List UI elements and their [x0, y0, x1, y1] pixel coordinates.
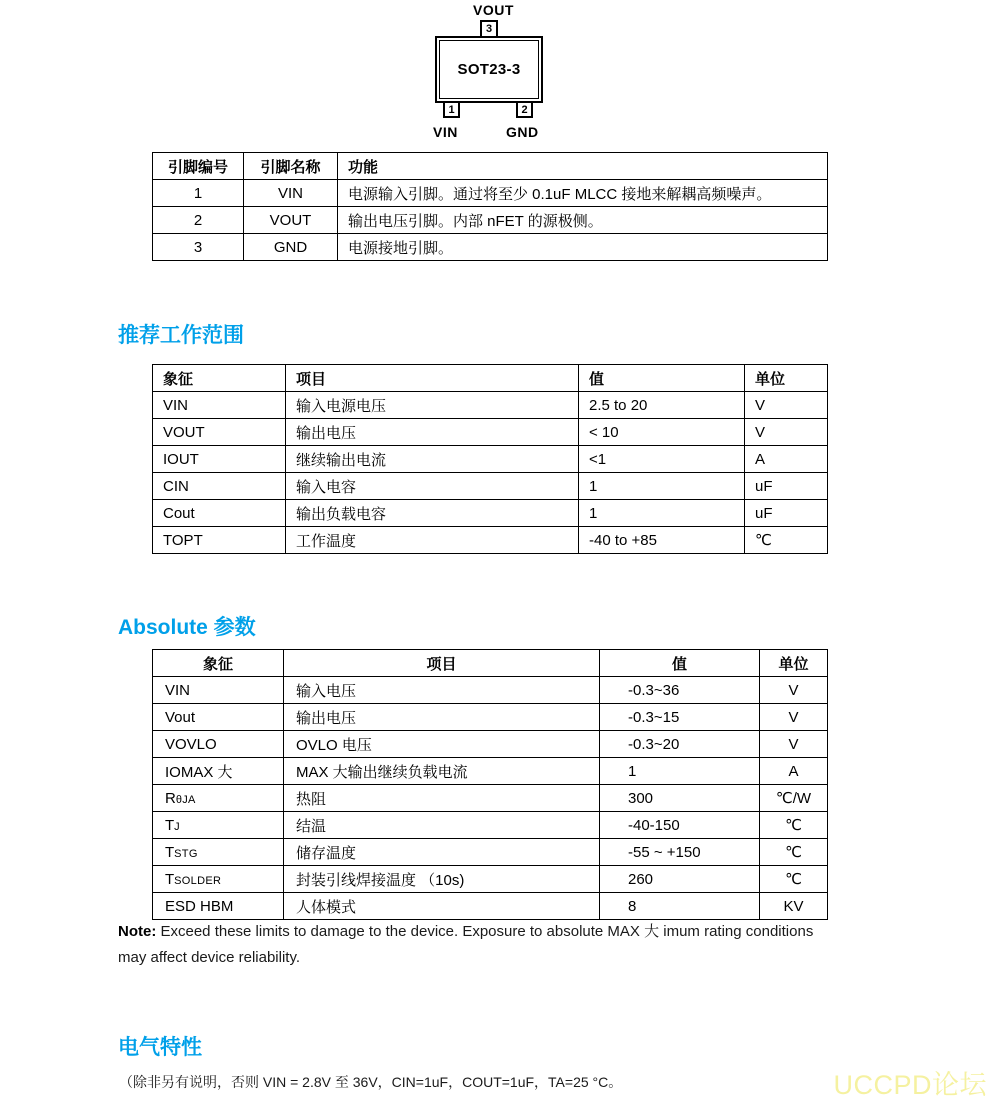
- value-cell: -0.3~36: [600, 677, 760, 704]
- unit-cell: ℃: [745, 527, 828, 554]
- header-symbol: 象征: [153, 650, 284, 677]
- symbol-cell: TSOLDER: [153, 866, 284, 893]
- unit-cell: A: [745, 446, 828, 473]
- item-cell: 输出电压: [284, 704, 600, 731]
- table-row: [153, 527, 828, 554]
- value-cell: <1: [579, 446, 745, 473]
- pin-2-box: [516, 101, 533, 118]
- symbol-cell: ESD HBM: [153, 893, 284, 920]
- table-row: [153, 839, 828, 866]
- symbol-cell: TOPT: [153, 527, 286, 554]
- pin-function-cell: 输出电压引脚。内部 nFET 的源极侧。: [338, 207, 828, 234]
- value-cell: -0.3~15: [600, 704, 760, 731]
- unit-cell: V: [760, 704, 828, 731]
- unit-cell: KV: [760, 893, 828, 920]
- table-row: [153, 180, 828, 207]
- value-cell: -55 ~ +150: [600, 839, 760, 866]
- item-cell: OVLO 电压: [284, 731, 600, 758]
- table-header-row: [153, 365, 828, 392]
- note-label: Note:: [118, 923, 157, 940]
- table-row: [153, 785, 828, 812]
- symbol-cell: TSTG: [153, 839, 284, 866]
- unit-cell: ℃: [760, 839, 828, 866]
- watermark: UCCPD论坛: [833, 1070, 987, 1100]
- symbol-cell: IOUT: [153, 446, 286, 473]
- symbol-cell: VIN: [153, 392, 286, 419]
- unit-cell: uF: [745, 473, 828, 500]
- table-row: [153, 677, 828, 704]
- header-pin-function: 功能: [338, 153, 828, 180]
- item-cell: 输出电压: [286, 419, 579, 446]
- header-pin-name: 引脚名称: [244, 153, 338, 180]
- value-cell: 2.5 to 20: [579, 392, 745, 419]
- header-unit: 单位: [745, 365, 828, 392]
- symbol-cell: VIN: [153, 677, 284, 704]
- header-pin-number: 引脚编号: [153, 153, 244, 180]
- unit-cell: ℃: [760, 866, 828, 893]
- pin-label-gnd: GND: [506, 124, 539, 140]
- item-cell: 输入电源电压: [286, 392, 579, 419]
- symbol-cell: RθJA: [153, 785, 284, 812]
- symbol-cell: TJ: [153, 812, 284, 839]
- package-body: [435, 36, 543, 103]
- unit-cell: V: [745, 392, 828, 419]
- pin-label-vout: VOUT: [473, 2, 514, 18]
- item-cell: 人体模式: [284, 893, 600, 920]
- unit-cell: A: [760, 758, 828, 785]
- pin-function-table: [152, 152, 828, 261]
- symbol-cell: Vout: [153, 704, 284, 731]
- section-title-absolute: Absolute 参数: [118, 616, 256, 639]
- pin-name-cell: VOUT: [244, 207, 338, 234]
- table-row: [153, 893, 828, 920]
- value-cell: 1: [579, 500, 745, 527]
- section-title-recommended: 推荐工作范围: [118, 324, 244, 347]
- value-cell: 8: [600, 893, 760, 920]
- header-value: 值: [600, 650, 760, 677]
- recommended-range-table: [152, 364, 828, 554]
- header-item: 项目: [286, 365, 579, 392]
- item-cell: 输出负载电容: [286, 500, 579, 527]
- table-row: [153, 419, 828, 446]
- unit-cell: V: [760, 677, 828, 704]
- value-cell: 1: [579, 473, 745, 500]
- table-row: [153, 234, 828, 261]
- symbol-cell: IOMAX 大: [153, 758, 284, 785]
- pin-3-number: 3: [485, 23, 493, 35]
- table-header-row: [153, 153, 828, 180]
- package-body-inner: [439, 40, 539, 99]
- symbol-cell: VOUT: [153, 419, 286, 446]
- item-cell: MAX 大输出继续负载电流: [284, 758, 600, 785]
- table-row: [153, 731, 828, 758]
- unit-cell: ℃/W: [760, 785, 828, 812]
- pin-number-cell: 3: [153, 234, 244, 261]
- table-row: [153, 758, 828, 785]
- value-cell: -40-150: [600, 812, 760, 839]
- electrical-conditions: （除非另有说明，否则 VIN = 2.8V 至 36V，CIN=1uF，COUT=1uF，TA=25 °C。: [119, 1074, 623, 1090]
- unit-cell: ℃: [760, 812, 828, 839]
- pin-function-cell: 电源输入引脚。通过将至少 0.1uF MLCC 接地来解耦高频噪声。: [338, 180, 828, 207]
- item-cell: 结温: [284, 812, 600, 839]
- item-cell: 储存温度: [284, 839, 600, 866]
- absolute-note: [118, 919, 834, 971]
- item-cell: 热阻: [284, 785, 600, 812]
- table-row: [153, 473, 828, 500]
- table-row: [153, 446, 828, 473]
- value-cell: 260: [600, 866, 760, 893]
- value-cell: 1: [600, 758, 760, 785]
- item-cell: 工作温度: [286, 527, 579, 554]
- value-cell: -0.3~20: [600, 731, 760, 758]
- unit-cell: V: [760, 731, 828, 758]
- pin-function-cell: 电源接地引脚。: [338, 234, 828, 261]
- pin-1-number: 1: [448, 103, 455, 116]
- table-row: [153, 500, 828, 527]
- symbol-cell: VOVLO: [153, 731, 284, 758]
- header-item: 项目: [284, 650, 600, 677]
- absolute-ratings-table: [152, 649, 828, 920]
- value-cell: -40 to +85: [579, 527, 745, 554]
- item-cell: 继续输出电流: [286, 446, 579, 473]
- table-header-row: [153, 650, 828, 677]
- item-cell: 输入电容: [286, 473, 579, 500]
- pin-number-cell: 1: [153, 180, 244, 207]
- pin-name-cell: VIN: [244, 180, 338, 207]
- pin-1-box: [443, 101, 460, 118]
- pin-number-cell: 2: [153, 207, 244, 234]
- symbol-cell: Cout: [153, 500, 286, 527]
- section-title-electrical: 电气特性: [118, 1036, 202, 1059]
- unit-cell: V: [745, 419, 828, 446]
- header-unit: 单位: [760, 650, 828, 677]
- table-row: [153, 392, 828, 419]
- table-row: [153, 812, 828, 839]
- table-row: [153, 207, 828, 234]
- symbol-cell: CIN: [153, 473, 286, 500]
- header-value: 值: [579, 365, 745, 392]
- pin-3-box: [480, 20, 498, 38]
- item-cell: 封装引线焊接温度 （10s): [284, 866, 600, 893]
- pin-label-vin: VIN: [433, 124, 458, 140]
- table-row: [153, 866, 828, 893]
- value-cell: 300: [600, 785, 760, 812]
- value-cell: < 10: [579, 419, 745, 446]
- unit-cell: uF: [745, 500, 828, 527]
- header-symbol: 象征: [153, 365, 286, 392]
- table-row: [153, 704, 828, 731]
- package-name: SOT23-3: [457, 61, 521, 78]
- pin-2-number: 2: [521, 103, 528, 116]
- item-cell: 输入电压: [284, 677, 600, 704]
- pin-name-cell: GND: [244, 234, 338, 261]
- note-text: Exceed these limits to damage to the device. Exposure to absolute MAX 大 imum rating conditions may affect device reliability.: [118, 923, 814, 966]
